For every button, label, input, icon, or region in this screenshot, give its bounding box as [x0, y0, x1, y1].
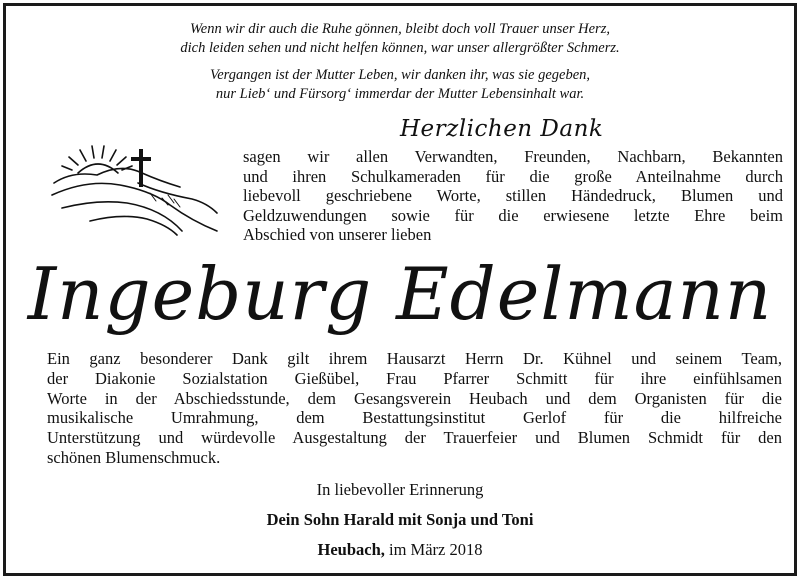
poem-line: Vergangen ist der Mutter Leben, wir danken ihr, was sie gegeben, — [209, 67, 591, 83]
poem-line: dich leiden sehen und nicht helfen können, war unser allergrößter Schmerz. — [180, 40, 620, 56]
thanks-paragraph — [243, 147, 783, 245]
special-thanks-line: der Diakonie Sozialstation Gießübel, Frau Pfarrer Schmitt für ihre einfühlsamen — [47, 368, 782, 388]
special-thanks-paragraph — [47, 349, 782, 468]
hills-with-cross-and-sun-icon — [42, 143, 222, 238]
special-thanks-line: schönen Blumenschmuck. — [47, 447, 221, 467]
thanks-line: und ihren Schulkameraden für die große Anteilnahme durch — [243, 166, 783, 186]
poem-line: Wenn wir dir auch die Ruhe gönnen, bleibt doch voll Trauer unser Herz, — [190, 21, 610, 37]
date: im März 2018 — [389, 540, 483, 559]
thanks-line: sagen wir allen Verwandten, Freunden, Nachbarn, Bekannten — [243, 147, 783, 166]
place-date-line — [0, 540, 800, 560]
poem-stanza-1 — [0, 20, 800, 58]
special-thanks-line: Worte in der Abschiedsstunde, dem Gesangsverein Heubach und dem Organisten für die — [47, 388, 782, 408]
deceased-name: Ingeburg Edelmann — [27, 252, 773, 336]
thanks-line: Geldzuwendungen sowie für die erwiesene letzte Ehre beim — [243, 205, 783, 225]
thanks-line: liebevoll geschriebene Worte, stillen Händedruck, Blumen und — [243, 186, 783, 205]
remembrance-line: In liebevoller Erinnerung — [316, 480, 484, 499]
special-thanks-line: Unterstützung und würdevolle Ausgestaltung der Trauerfeier und Blumen Schmidt für den — [47, 428, 782, 448]
family-signature: Dein Sohn Harald mit Sonja und Toni — [266, 510, 534, 529]
special-thanks-line: Ein ganz besonderer Dank gilt ihrem Hausarzt Herrn Dr. Kühnel und seinem Team, — [47, 349, 782, 368]
place: Heubach, — [317, 540, 385, 559]
poem-stanza-2 — [0, 66, 800, 104]
thanks-line: Abschied von unserer lieben — [243, 225, 432, 244]
special-thanks-line: musikalische Umrahmung, dem Bestattungsinstitut Gerlof für die hilfreiche — [47, 408, 782, 428]
poem-line: nur Lieb‘ und Fürsorg‘ immerdar der Mutter Lebensinhalt war. — [215, 86, 585, 102]
thanks-heading: Herzlichen Dank — [400, 116, 604, 142]
